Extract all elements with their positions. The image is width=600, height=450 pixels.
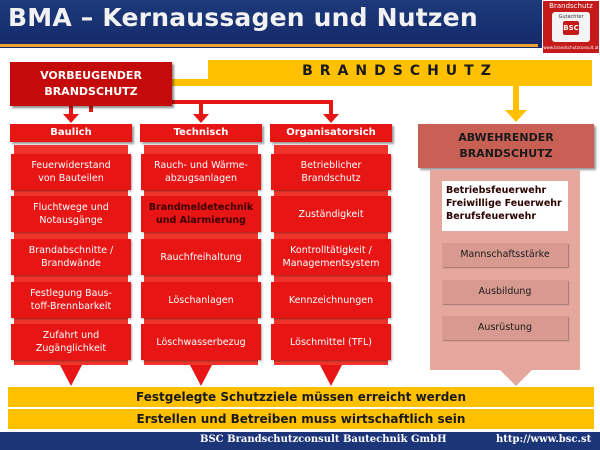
arrow-col-technisch-down [190, 365, 212, 386]
cell-line: Zufahrt und [42, 330, 100, 341]
vorbeugender-line2: BRANDSCHUTZ [44, 85, 138, 98]
cell-organisatorisch-3 [271, 239, 391, 275]
column-header-organisatorisch: Organisatorsich [270, 124, 392, 142]
cell-line: Kontrolltätigkeit / [290, 245, 372, 256]
feuerwehr-types-list [442, 181, 568, 231]
arrow-col-organisatorisch-down [320, 365, 342, 386]
feuerwehr-type: Betriebsfeuerwehr [446, 185, 547, 196]
cell-technisch-5: Löschwasserbezug [141, 324, 261, 360]
arrow-bs-to-vb [172, 79, 208, 86]
cell-line: Notausgänge [39, 215, 103, 226]
arrow-vb-right [329, 100, 333, 116]
abwehrender-line1: ABWEHRENDER [458, 131, 554, 144]
cell-technisch-4: Löschanlagen [141, 282, 261, 318]
cell-organisatorisch-2: Zuständigkeit [271, 196, 391, 232]
cell-line: Feuerwiderstand [31, 160, 111, 171]
arrow-vb-stem [89, 106, 93, 112]
cell-technisch-2 [141, 196, 261, 232]
cell-line: Rauch- und Wärme- [154, 160, 248, 171]
cell-baulich-3 [11, 239, 131, 275]
arrow-vb-mid-head [193, 114, 209, 123]
cell-line: von Bauteilen [38, 173, 104, 184]
cell-line: Zugänglichkeit [35, 343, 107, 354]
cell-line: Fluchtwege und [33, 202, 109, 213]
footer-url-link[interactable]: http://www.bsc.st [496, 434, 592, 445]
cell-ausbildung: Ausbildung [442, 280, 568, 304]
cell-baulich-2 [11, 196, 131, 232]
cell-baulich-4 [11, 282, 131, 318]
vorbeugender-brandschutz-box [10, 62, 172, 106]
cell-line: Brandwände [41, 258, 101, 269]
logo-bottom-text: www.brandschutzconsult.at [543, 45, 599, 50]
arrow-col-abwehrend-down [500, 370, 532, 386]
brandschutz-label: BRANDSCHUTZ [302, 63, 498, 79]
cell-line: Brandmeldetechnik [148, 202, 254, 213]
arrow-bs-to-ab [513, 86, 519, 112]
cell-organisatorisch-5: Löschmittel (TFL) [271, 324, 391, 360]
arrow-col-baulich-down [60, 365, 82, 386]
cell-line: abzugsanlagen [164, 173, 238, 184]
page-title: BMA – Kernaussagen und Nutzen [8, 3, 478, 32]
cell-baulich-5 [11, 324, 131, 360]
column-header-technisch: Technisch [140, 124, 262, 142]
feuerwehr-type: Freiwillige Feuerwehr [446, 198, 562, 209]
vorbeugender-line1: VORBEUGENDER [40, 69, 142, 82]
cell-technisch-3: Rauchfreihaltung [141, 239, 261, 275]
cell-line: toff-Brennbarkeit [30, 301, 112, 312]
column-header-baulich: Baulich [10, 124, 132, 142]
arrow-bs-to-ab-head [505, 110, 527, 122]
goal-wirtschaftlich: Erstellen und Betreiben muss wirtschaftlich sein [8, 409, 594, 429]
cell-line: Betrieblicher [300, 160, 362, 171]
cell-line: Brandschutz [301, 173, 361, 184]
logo-top-text: Brandschutz [549, 2, 593, 10]
cell-line: und Alarmierung [156, 215, 246, 226]
arrow-vb-right-head [323, 114, 339, 123]
cell-organisatorisch-1 [271, 154, 391, 190]
arrow-vb-left-head [63, 114, 79, 123]
footer-company: BSC Brandschutzconsult Bautechnik GmbH [200, 434, 447, 445]
logo-mark: BSC [563, 21, 579, 35]
cell-organisatorisch-4: Kennzeichnungen [271, 282, 391, 318]
goal-schutzziele: Festgelegte Schutzziele müssen erreicht werden [8, 387, 594, 407]
cell-line: Managementsystem [282, 258, 380, 269]
cell-line: Festlegung Baus- [30, 288, 112, 299]
feuerwehr-type: Berufsfeuerwehr [446, 211, 537, 222]
cell-ausruestung: Ausrüstung [442, 316, 568, 340]
cell-baulich-1 [11, 154, 131, 190]
cell-mannschaftsstaerke: Mannschaftsstärke [442, 243, 568, 267]
abwehrender-line2: BRANDSCHUTZ [459, 147, 553, 160]
cell-line: Brandabschnitte / [28, 245, 114, 256]
logo-badge-text: Gutachter [558, 14, 584, 20]
arrow-vb-mid [199, 100, 203, 116]
abwehrender-brandschutz-box [418, 124, 594, 168]
cell-technisch-1 [141, 154, 261, 190]
